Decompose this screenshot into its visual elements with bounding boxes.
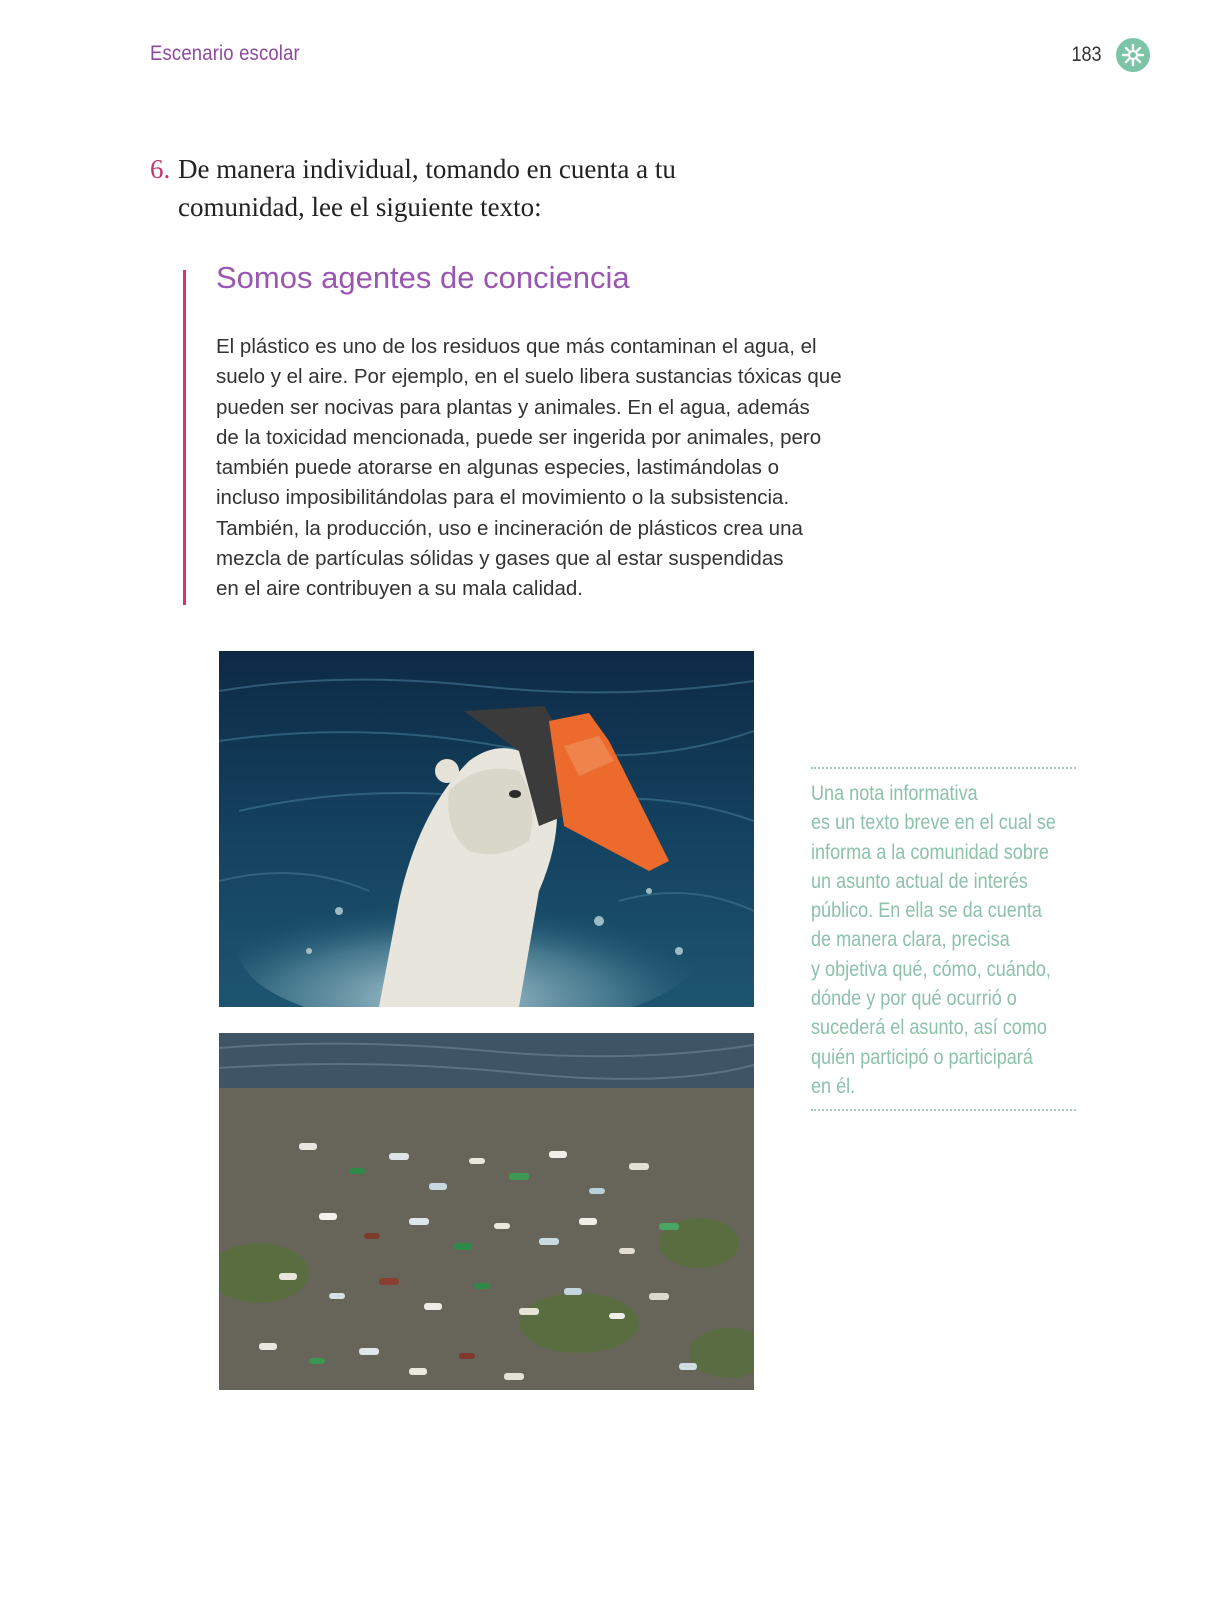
quote-line: también puede atorarse en algunas especies, lastimándolas o bbox=[216, 456, 779, 480]
quote-title: Somos agentes de conciencia bbox=[216, 260, 630, 295]
note-line: público. En ella se da cuenta bbox=[811, 899, 1042, 923]
info-note-box bbox=[811, 767, 1076, 1111]
note-line: de manera clara, precisa bbox=[811, 928, 1010, 952]
quote-line: mezcla de partículas sólidas y gases que al estar suspendidas bbox=[216, 547, 784, 571]
quote-line: El plástico es uno de los residuos que más contaminan el agua, el bbox=[216, 335, 817, 358]
section-title: Escenario escolar bbox=[150, 42, 300, 65]
quote-line: incluso imposibilitándolas para el movimiento o la subsistencia. bbox=[216, 486, 790, 510]
polar-bear-cone-photo bbox=[219, 651, 754, 1007]
page-header-right bbox=[1069, 38, 1150, 72]
quote-line: en el aire contribuyen a su mala calidad. bbox=[216, 577, 583, 601]
note-line: dónde y por qué ocurrió o bbox=[811, 987, 1017, 1011]
note-line: y objetiva qué, cómo, cuándo, bbox=[811, 957, 1051, 981]
quote-accent-bar bbox=[183, 270, 186, 605]
note-line: en él. bbox=[811, 1074, 856, 1098]
quote-line: También, la producción, uso e incineración de plásticos crea una bbox=[216, 516, 803, 540]
note-line: quién participó o participará bbox=[811, 1045, 1033, 1069]
plastic-waste-shore-photo bbox=[219, 1033, 754, 1390]
note-line: informa a la comunidad sobre bbox=[811, 840, 1049, 864]
info-note-text bbox=[811, 779, 1069, 1101]
quote-line: de la toxicidad mencionada, puede ser ingerida por animales, pero bbox=[216, 425, 822, 449]
note-line: es un texto breve en el cual se bbox=[811, 811, 1056, 835]
note-line: Una nota informativa bbox=[811, 782, 978, 805]
instruction-line: comunidad, lee el siguiente texto: bbox=[178, 192, 542, 222]
quote-line: suelo y el aire. Por ejemplo, en el suelo libera sustancias tóxicas que bbox=[216, 365, 842, 389]
activity-number: 6. bbox=[150, 154, 171, 184]
page-number: 183 bbox=[1071, 43, 1102, 66]
instruction-line: De manera individual, tomando en cuenta a tu bbox=[178, 154, 676, 184]
green-flower-icon bbox=[1116, 38, 1150, 72]
quote-body bbox=[216, 332, 916, 605]
note-line: un asunto actual de interés bbox=[811, 869, 1028, 893]
quote-line: pueden ser nocivas para plantas y animales. En el agua, además bbox=[216, 395, 810, 419]
activity-instruction bbox=[150, 150, 770, 226]
note-line: sucederá el asunto, así como bbox=[811, 1016, 1047, 1040]
